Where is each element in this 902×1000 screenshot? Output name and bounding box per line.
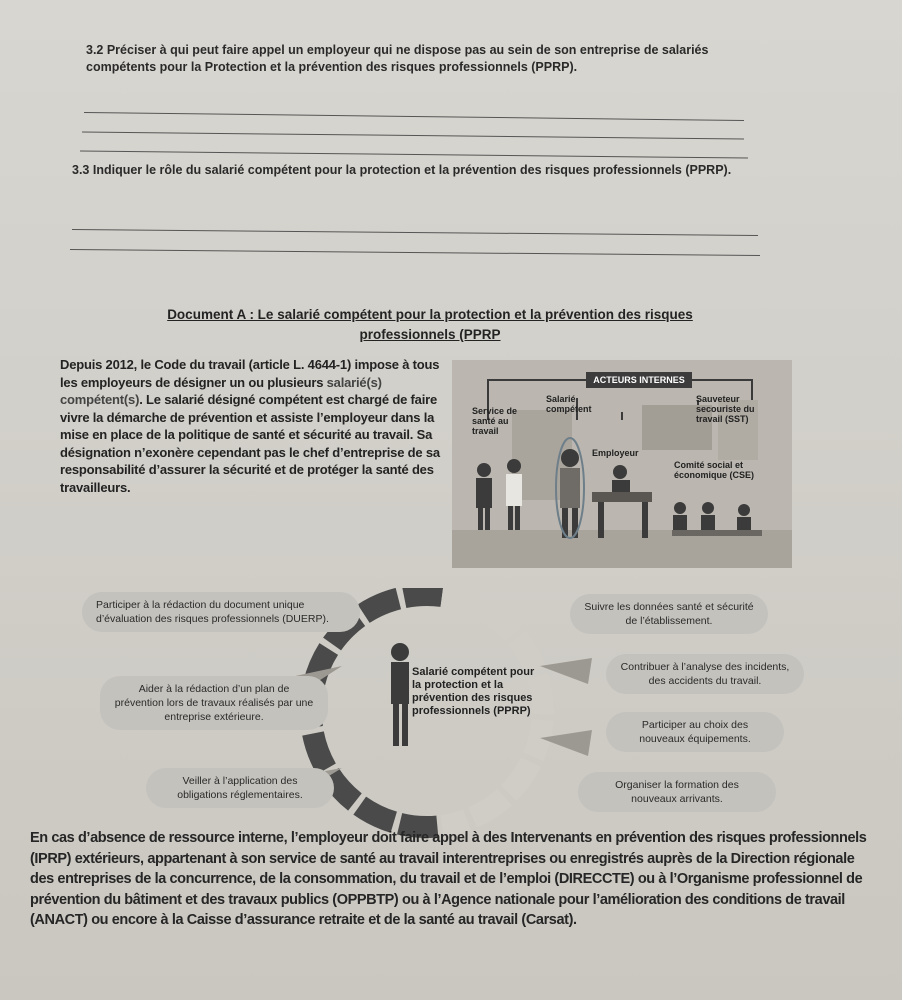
answer-line[interactable]	[80, 151, 748, 159]
role-obligations: Veiller à l’application des obligations réglementaires.	[146, 768, 334, 808]
answer-line[interactable]	[82, 132, 744, 140]
footer-paragraph: En cas d’absence de ressource interne, l’employeur doit faire appel à des Intervenants en prévention des risques professionnels (IPRP) extérieurs, appartenant à son service de santé au travail interentreprises ou enregistrés auprès de la Direction régionale des entreprises de la concurrence, de la consommation, du travail et de l’emploi (DIRECCTE) ou à l’Organisme professionnel de prévention du bâtiment et des travaux publics (OPPBTP) ou à l’Agence nationale pour l’amélioration des conditions de travail (ANACT) ou encore à la Caisse d’assurance retraite et de la santé au travail (Carsat).	[30, 830, 867, 928]
label-sst: Sauveteur secouriste du travail (SST)	[696, 394, 755, 424]
question-3-3: 3.3 Indiquer le rôle du salarié compétent pour la protection et la prévention des risques professionnels (PPRP).	[72, 163, 732, 177]
question-3-2: 3.2 Préciser à qui peut faire appel un employeur qui ne dispose pas au sein de son entreprise de salariés compétents pour la Protection et la prévention des risques professionnels (PPRP).	[86, 43, 709, 74]
document-title: Document A : Le salarié compétent pour la protection et la prévention des risques	[167, 307, 693, 322]
label-service-sante: Service de santé au travail	[472, 406, 518, 436]
role-donnees-sante: Suivre les données santé et sécurité de l’établissement.	[570, 594, 768, 634]
answer-line[interactable]	[84, 112, 744, 121]
intro-paragraph: Depuis 2012, le Code du travail (article L. 4644-1) impose à tous les employeurs de désigner un ou plusieurs salarié(s) compétent(s). Le salarié désigné compétent est chargé de faire vivre la démarche de prévention et assiste l’employeur dans la mise en place de la politique de santé et sécurité au travail. Sa désignation n’exonère cependant pas le chef d’entreprise de sa responsabilité d’assurer la sécurité et de protéger la santé des travailleurs.	[60, 357, 440, 495]
answer-line[interactable]	[72, 229, 758, 236]
role-choix-equipements: Participer au choix des nouveaux équipements.	[606, 712, 784, 752]
answer-line[interactable]	[70, 249, 760, 256]
label-cse: Comité social et économique (CSE)	[674, 460, 755, 480]
role-analyse-incidents: Contribuer à l’analyse des incidents, des accidents du travail.	[606, 654, 804, 694]
internal-actors-illustration	[452, 360, 792, 568]
document-title-continued: professionnels (PPRP	[359, 327, 501, 342]
iprp-emphasis: Intervenants en prévention des risques professionnels (IPRP)	[30, 830, 867, 867]
illustration-banner: ACTEURS INTERNES	[586, 372, 692, 388]
label-employeur: Employeur	[592, 448, 639, 458]
label-salarie-competent: Salarié compétent	[546, 394, 592, 414]
center-label: Salarié compétent pour la protection et la prévention des risques professionnels (PPRP)	[412, 666, 535, 717]
roles-diagram	[82, 588, 790, 838]
role-plan-prevention: Aider à la rédaction d’un plan de prévention lors de travaux réalisés par une entreprise extérieure.	[100, 676, 328, 730]
role-duerp: Participer à la rédaction du document unique d’évaluation des risques professionnels (DUERP).	[82, 592, 360, 632]
intro-emphasis: salarié(s) compétent(s)	[60, 374, 382, 407]
role-formation: Organiser la formation des nouveaux arrivants.	[578, 772, 776, 812]
